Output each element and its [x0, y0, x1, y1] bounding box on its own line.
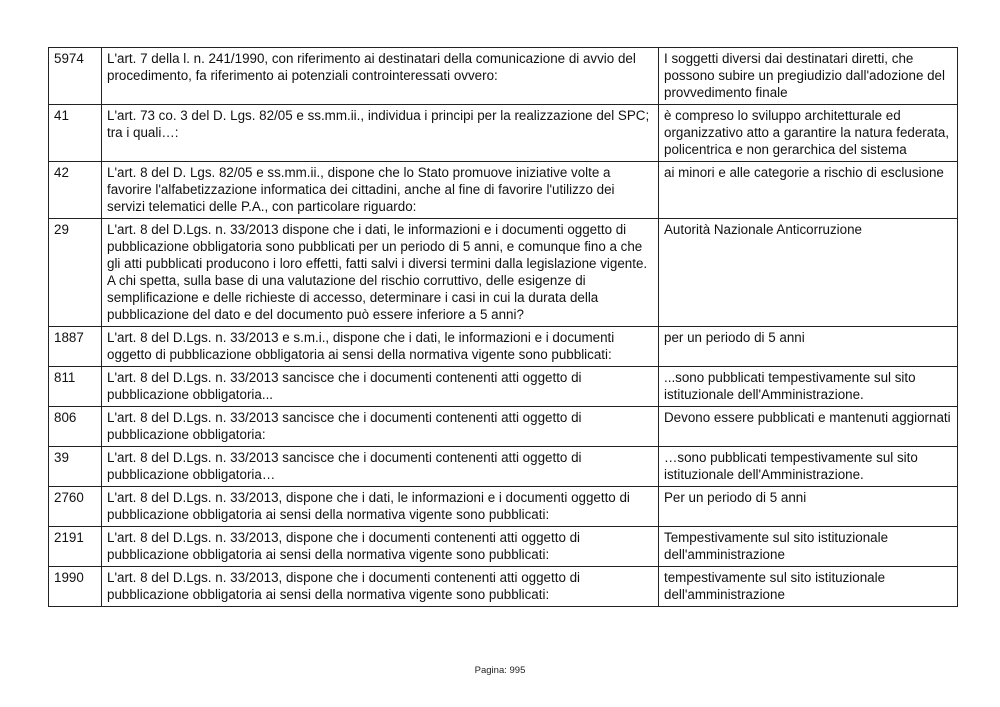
answer-text: …sono pubblicati tempestivamente sul sito istituzionale dell'Amministrazione. [659, 447, 958, 487]
question-text: L'art. 8 del D.Lgs. n. 33/2013, dispone che i documenti contenenti atti oggetto di pubblicazione obbligatoria ai sensi della normativa vigente sono pubblicati: [102, 567, 659, 607]
question-text: L'art. 8 del D. Lgs. 82/05 e ss.mm.ii., dispone che lo Stato promuove iniziative volte a favorire l'alfabetizzazione informatica dei cittadini, anche al fine di favorire l'utilizzo dei servizi telematici delle P.A., con particolare riguardo: [102, 162, 659, 219]
answer-text: Devono essere pubblicati e mantenuti aggiornati [659, 407, 958, 447]
question-text: L'art. 7 della l. n. 241/1990, con riferimento ai destinatari della comunicazione di avvio del procedimento, fa riferimento ai potenziali controinteressati ovvero: [102, 48, 659, 105]
question-id: 29 [49, 219, 102, 327]
table-row [49, 447, 958, 487]
question-text: L'art. 8 del D.Lgs. n. 33/2013 dispone che i dati, le informazioni e i documenti oggetto di pubblicazione obbligatoria sono pubblicati per un periodo di 5 anni, e comunque fino a che gli atti pubblicati producono i loro effetti, fatti salvi i diversi termini dalla legislazione vigente. A chi spetta, sulla base di una valutazione del rischio corruttivo, delle esigenze di semplificazione e delle richieste di accesso, determinare i casi in cui la durata della pubblicazione del dato e del documento può essere inferiore a 5 anni? [102, 219, 659, 327]
answer-text: Per un periodo di 5 anni [659, 487, 958, 527]
table-row [49, 487, 958, 527]
question-id: 2191 [49, 527, 102, 567]
question-id: 811 [49, 367, 102, 407]
question-id: 1990 [49, 567, 102, 607]
table-row [49, 367, 958, 407]
question-text: L'art. 8 del D.Lgs. n. 33/2013, dispone che i documenti contenenti atti oggetto di pubblicazione obbligatoria ai sensi della normativa vigente sono pubblicati: [102, 527, 659, 567]
answer-text: Autorità Nazionale Anticorruzione [659, 219, 958, 327]
question-table [48, 47, 958, 607]
question-id: 39 [49, 447, 102, 487]
table-row [49, 219, 958, 327]
table-row [49, 567, 958, 607]
question-text: L'art. 8 del D.Lgs. n. 33/2013 sancisce che i documenti contenenti atti oggetto di pubblicazione obbligatoria… [102, 447, 659, 487]
question-id: 42 [49, 162, 102, 219]
question-text: L'art. 8 del D.Lgs. n. 33/2013, dispone che i dati, le informazioni e i documenti oggetto di pubblicazione obbligatoria ai sensi della normativa vigente sono pubblicati: [102, 487, 659, 527]
table-row [49, 162, 958, 219]
question-id: 806 [49, 407, 102, 447]
question-id: 1887 [49, 327, 102, 367]
question-table-body [49, 48, 958, 607]
question-text: L'art. 8 del D.Lgs. n. 33/2013 sancisce che i documenti contenenti atti oggetto di pubblicazione obbligatoria... [102, 367, 659, 407]
page-number: Pagina: 995 [474, 665, 526, 676]
answer-text: per un periodo di 5 anni [659, 327, 958, 367]
answer-text: Tempestivamente sul sito istituzionale dell'amministrazione [659, 527, 958, 567]
table-row [49, 407, 958, 447]
answer-text: I soggetti diversi dai destinatari diretti, che possono subire un pregiudizio dall'adozione del provvedimento finale [659, 48, 958, 105]
question-text: L'art. 8 del D.Lgs. n. 33/2013 sancisce che i documenti contenenti atti oggetto di pubblicazione obbligatoria: [102, 407, 659, 447]
question-text: L'art. 73 co. 3 del D. Lgs. 82/05 e ss.mm.ii., individua i principi per la realizzazione del SPC; tra i quali…: [102, 105, 659, 162]
question-id: 41 [49, 105, 102, 162]
answer-text: ...sono pubblicati tempestivamente sul sito istituzionale dell'Amministrazione. [659, 367, 958, 407]
question-id: 5974 [49, 48, 102, 105]
table-row [49, 48, 958, 105]
answer-text: è compreso lo sviluppo architetturale ed organizzativo atto a garantire la natura federata, policentrica e non gerarchica del sistema [659, 105, 958, 162]
table-row [49, 327, 958, 367]
answer-text: tempestivamente sul sito istituzionale dell'amministrazione [659, 567, 958, 607]
table-row [49, 527, 958, 567]
answer-text: ai minori e alle categorie a rischio di esclusione [659, 162, 958, 219]
question-text: L'art. 8 del D.Lgs. n. 33/2013 e s.m.i., dispone che i dati, le informazioni e i documenti oggetto di pubblicazione obbligatoria ai sensi della normativa vigente sono pubblicati: [102, 327, 659, 367]
table-row [49, 105, 958, 162]
question-id: 2760 [49, 487, 102, 527]
